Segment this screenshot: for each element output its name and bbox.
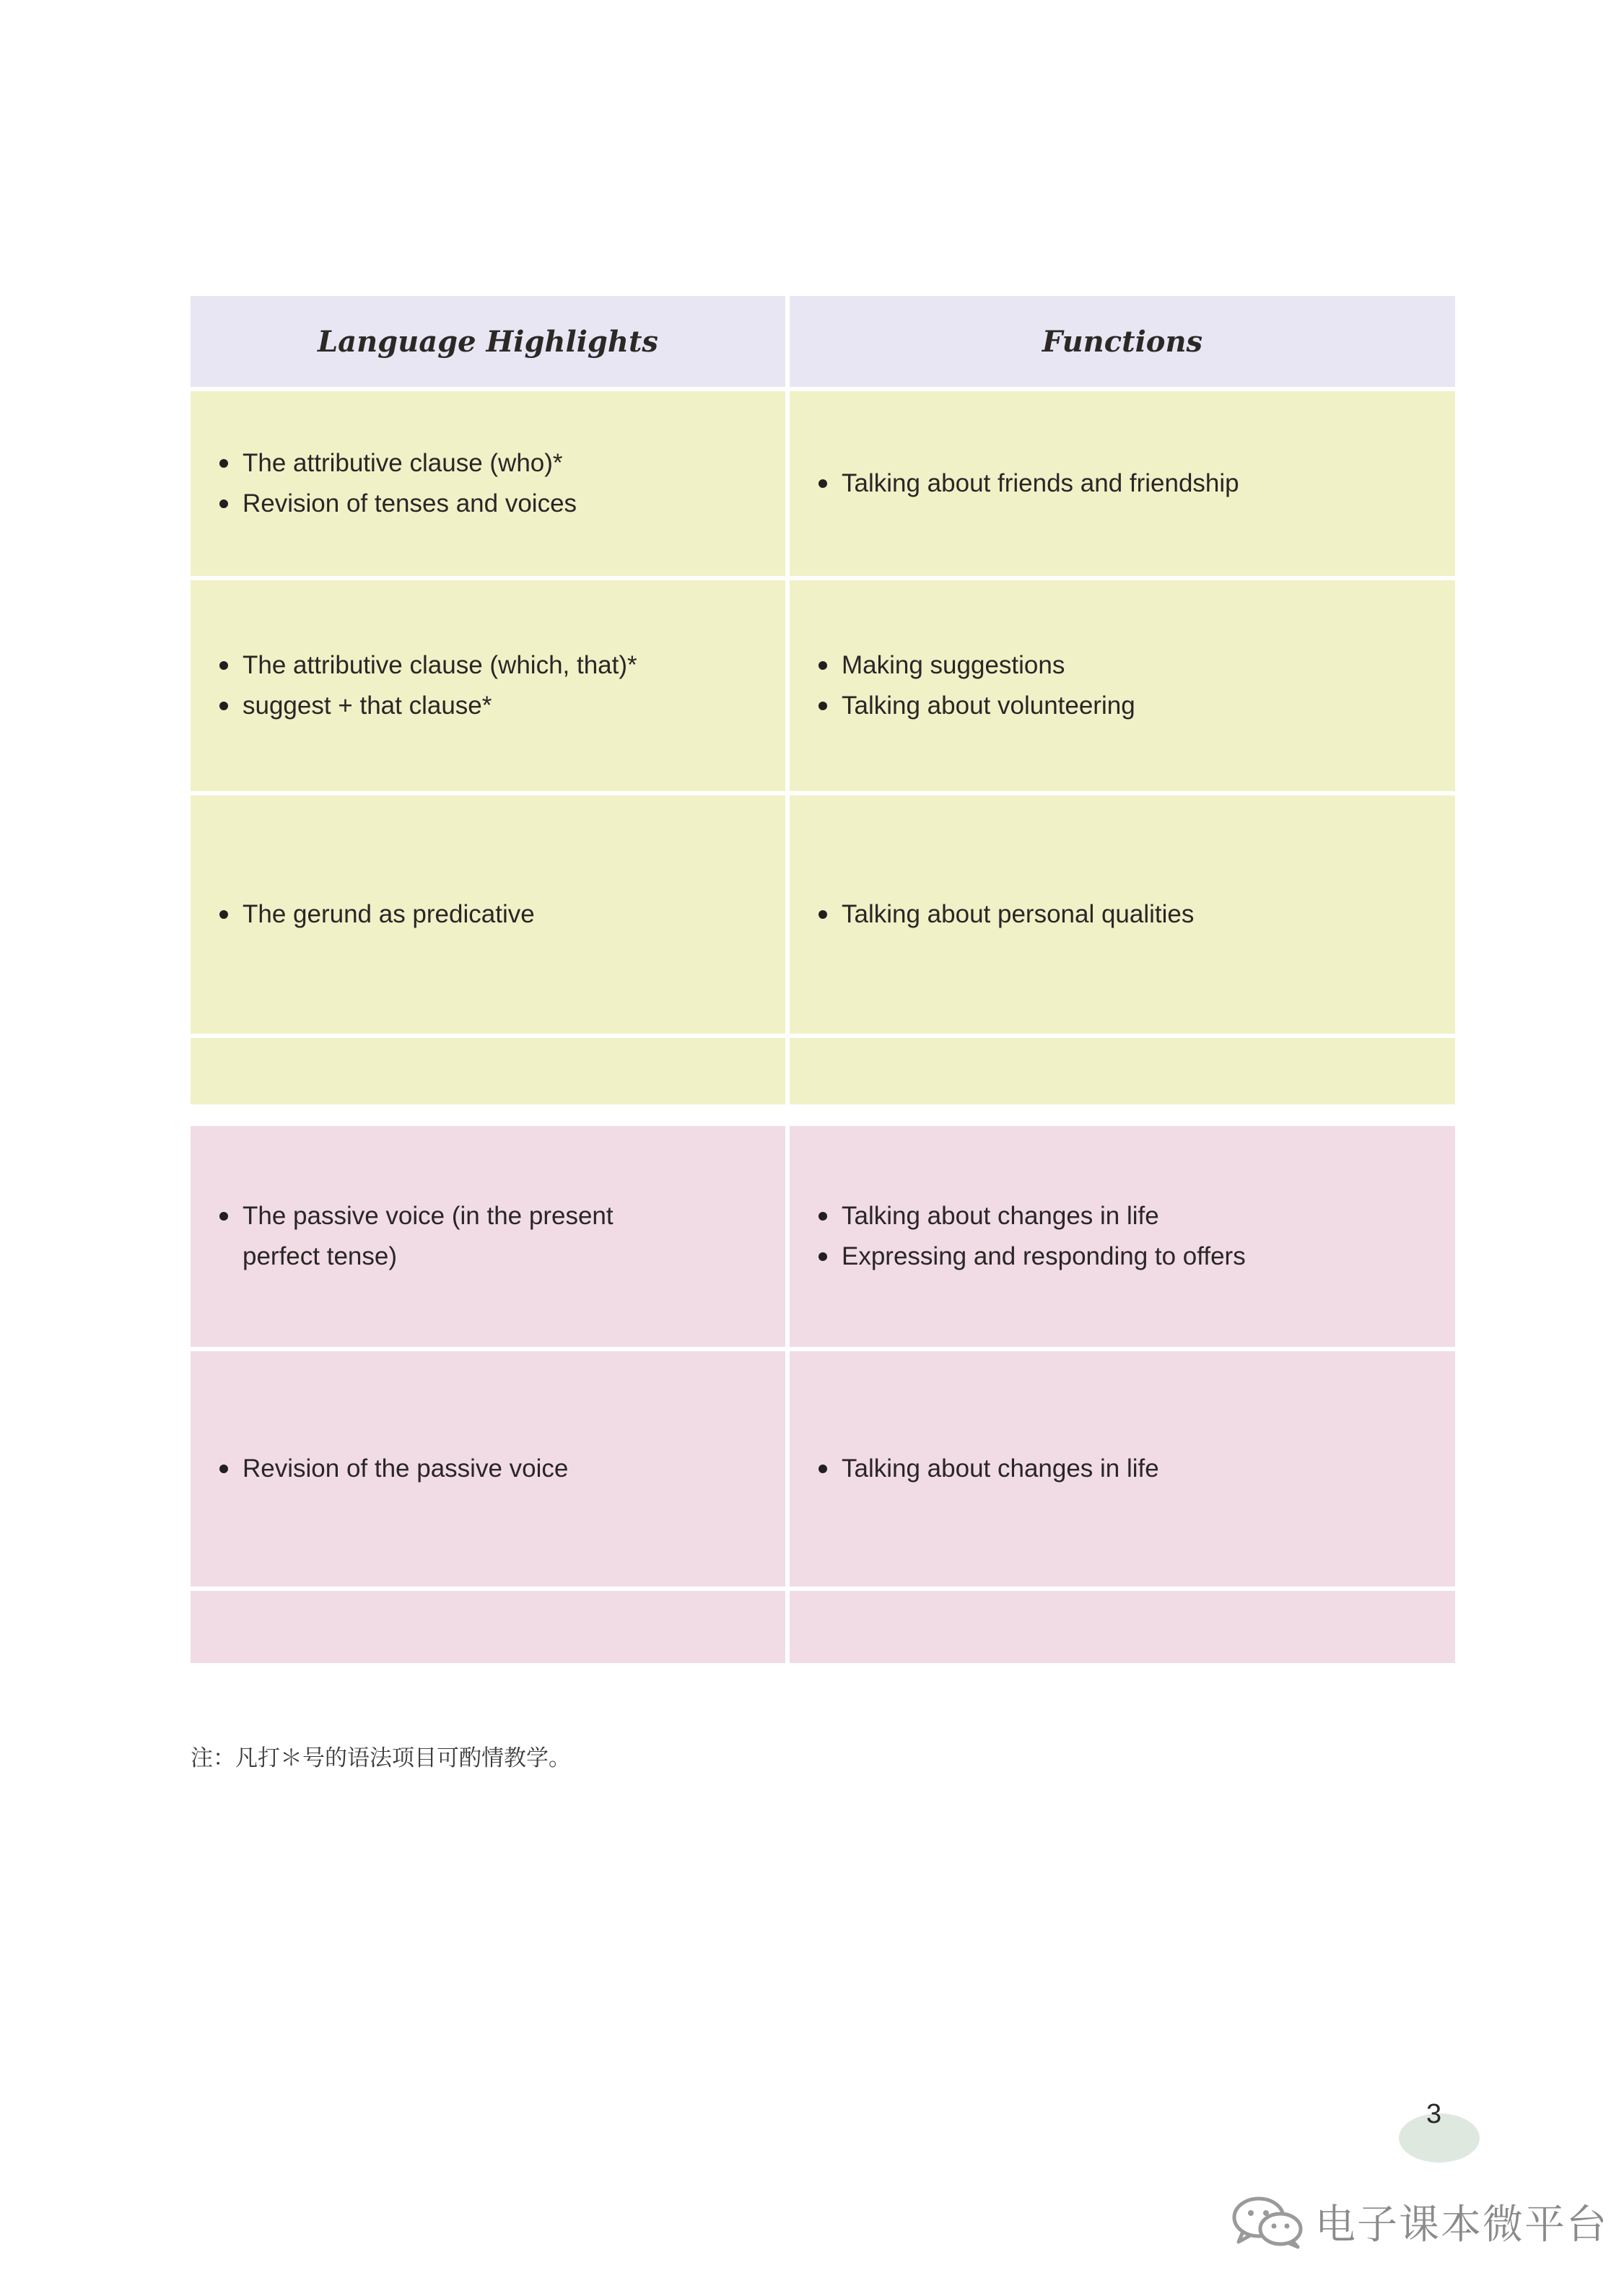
syllabus-table [191,296,1455,1667]
watermark [1230,2193,1608,2251]
functions-list [816,894,1194,935]
functions-list [816,463,1239,504]
list-item: Talking about personal qualities [816,894,1194,935]
header-language-highlights: Language Highlights [191,296,785,387]
list-item: Talking about volunteering [816,686,1135,726]
list-item: Talking about friends and friendship [816,463,1239,504]
list-item: Talking about changes in life [816,1449,1159,1489]
language-list [217,443,577,524]
page-number: 3 [1426,2099,1442,2129]
list-item: The attributive clause (who)* [217,443,577,484]
table-row [191,391,1455,576]
table-row-empty [191,1038,1455,1104]
list-item: The attributive clause (which, that)* [217,645,637,686]
list-item: Making suggestions [816,645,1135,686]
functions-list [816,1196,1246,1277]
group-divider [191,1109,1455,1126]
language-list [217,1196,678,1277]
list-item: The gerund as predicative [217,894,535,935]
list-item: Talking about changes in life [816,1196,1246,1236]
footnote: 注：凡打＊号的语法项目可酌情教学。 [191,1745,571,1771]
header-functions: Functions [790,296,1455,387]
table-row [191,795,1455,1034]
functions-list [816,1449,1159,1489]
wechat-icon [1230,2194,1305,2249]
list-item: Expressing and responding to offers [816,1236,1246,1277]
watermark-text: 电子课本微平台 [1315,2201,1608,2248]
table-header-row [191,296,1455,387]
list-item: Revision of tenses and voices [217,484,577,524]
language-list [217,1449,568,1489]
language-list [217,894,535,935]
table-row [191,580,1455,791]
table-row [191,1351,1455,1587]
functions-list [816,645,1135,726]
language-list [217,645,637,726]
list-item: The passive voice (in the present perfect tense) [217,1196,678,1277]
list-item: suggest + that clause* [217,686,637,726]
list-item: Revision of the passive voice [217,1449,568,1489]
table-row-empty [191,1591,1455,1663]
table-row [191,1126,1455,1347]
